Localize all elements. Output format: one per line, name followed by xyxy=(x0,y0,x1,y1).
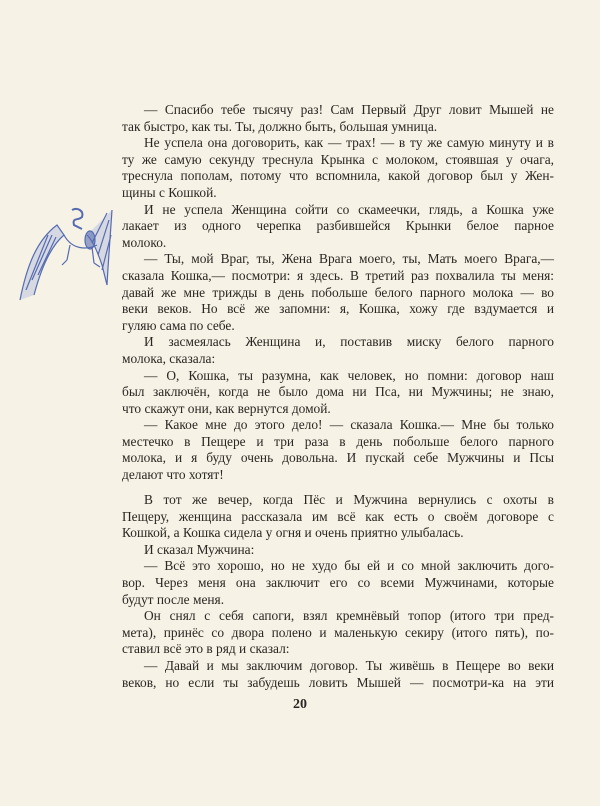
paragraph xyxy=(122,368,554,418)
paragraph xyxy=(122,334,554,367)
text-line: так быстро, как ты. Ты, должно быть, большая умница. xyxy=(122,118,438,134)
text-line: Не успела она договорить, как — трах! — в ту же самую минуту и в xyxy=(144,135,554,151)
text-line: — Спасибо тебе тысячу раз! Сам Первый Друг ловит Мышей не xyxy=(144,102,554,117)
text-line: что скажут они, как вернутся домой. xyxy=(122,400,331,416)
text-line: вор. Через меня она заключит его со всеми Мужчинами, которые xyxy=(122,574,554,590)
text-line: Пещеру, женщина рассказала им всё как есть о своём договоре с xyxy=(122,508,554,524)
text-line: молока, сказала: xyxy=(122,350,216,366)
text-line: лакает из одного черепка разбившейся Крынки белое парное xyxy=(122,218,554,234)
paragraph xyxy=(122,135,554,201)
text-line: Кошкой, а Кошка сидела у огня и очень приятно улыбалась. xyxy=(122,525,464,541)
text-line: — Ты, мой Враг, ты, Жена Врага моего, ты, Мать моего Врага,— xyxy=(144,251,554,267)
text-block-1 xyxy=(122,102,554,484)
text-line: И засмеялась Женщина и, поставив миску белого парного xyxy=(144,334,554,350)
paragraph xyxy=(122,492,554,542)
text-line: — О, Кошка, ты разумна, как человек, но помни: договор наш xyxy=(144,367,554,383)
text-line: И сказал Мужчина: xyxy=(144,541,255,557)
paragraph xyxy=(122,558,554,608)
text-line: местечко в Пещере и три раза в день побольше белого парного xyxy=(122,433,554,449)
paragraph xyxy=(122,658,554,691)
text-line: был заключён, когда не было дома ни Пса, ни Мужчины; не знаю, xyxy=(122,384,554,400)
paragraph xyxy=(122,417,554,483)
page-number: 20 xyxy=(293,697,307,712)
text-line: Он снял с себя сапоги, взял кремнёвый топор (итого три пред- xyxy=(144,608,554,624)
text-block-2 xyxy=(122,492,554,691)
paragraph xyxy=(122,251,554,334)
text-line: щины с Кошкой. xyxy=(122,184,217,200)
text-line: ту же самую секунду треснула Крынка с молоком, стоявшая у очага, xyxy=(122,151,554,167)
text-line: делают что хотят! xyxy=(122,467,224,483)
paragraph xyxy=(122,608,554,658)
text-line: треснула пополам, потому что вспомнила, какой договор был у Жен- xyxy=(122,168,554,184)
text-line: мета), принёс со двора полено и маленькую секиру (итого пять), по- xyxy=(122,624,554,640)
text-line: гуляю сама по себе. xyxy=(122,317,235,333)
text-line: ставил всё это в ряд и сказал: xyxy=(122,641,290,657)
text-line: молоко. xyxy=(122,234,167,250)
text-line: — Какое мне до этого дело! — сказала Кошка.— Мне бы только xyxy=(144,417,554,433)
text-line: веки веков. Но всё же запомни: я, Кошка, хожу где вздумается и xyxy=(122,301,554,317)
text-line: В тот же вечер, когда Пёс и Мужчина вернулись с охоты в xyxy=(144,492,554,507)
text-line: — Всё это хорошо, но не худо бы ей и со мной заключить дого- xyxy=(144,558,554,574)
text-line: — Давай и мы заключим договор. Ты живёшь в Пещере во веки xyxy=(144,657,554,673)
paragraph xyxy=(122,542,554,559)
text-line: будут после меня. xyxy=(122,591,225,607)
text-line: сказала Кошка,— посмотри: я здесь. В третий раз похвалила ты меня: xyxy=(122,267,554,283)
paragraph xyxy=(122,102,554,135)
text-line: веков, но если ты забудешь ловить Мышей — посмотри-ка на эти xyxy=(122,674,554,690)
text-line: И не успела Женщина сойти со скамеечки, глядь, а Кошка уже xyxy=(144,201,554,217)
text-line: молока, и я буду очень довольна. И пускай себе Мужчины и Псы xyxy=(122,450,554,466)
text-line: давай же мне трижды в день побольше белого парного молока — во xyxy=(122,284,554,300)
bat-illustration xyxy=(12,205,122,310)
paragraph xyxy=(122,202,554,252)
